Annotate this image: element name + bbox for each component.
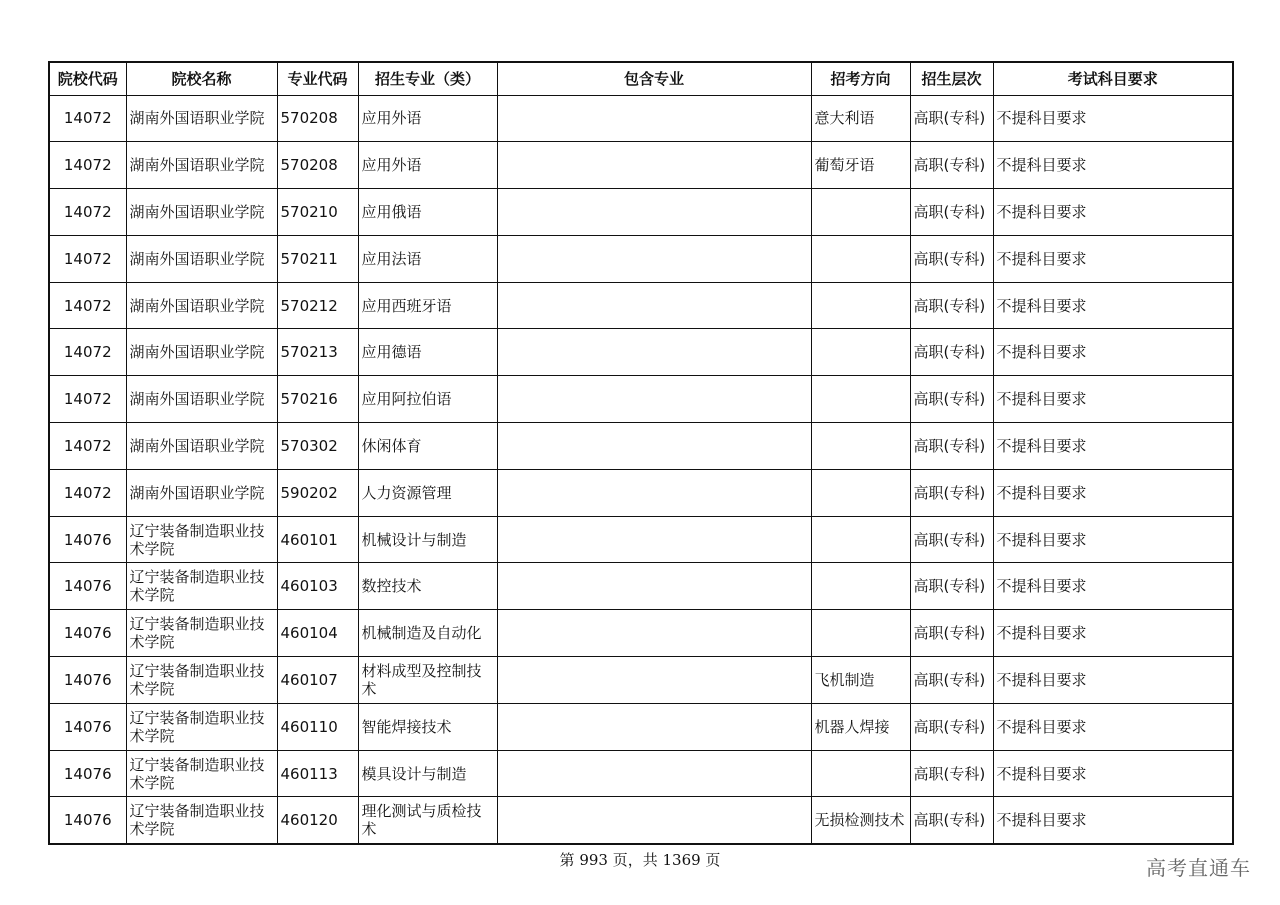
cell-level: 高职(专科) [910, 469, 993, 516]
cell-direction [811, 469, 910, 516]
cell-major: 数控技术 [358, 563, 497, 610]
cell-major: 智能焊接技术 [358, 703, 497, 750]
cell-school-code: 14072 [49, 423, 126, 470]
cell-school-name: 湖南外国语职业学院 [126, 142, 277, 189]
cell-direction [811, 423, 910, 470]
cell-includes [497, 610, 811, 657]
cell-subjects: 不提科目要求 [993, 516, 1233, 563]
cell-major: 应用俄语 [358, 189, 497, 236]
cell-school-name: 湖南外国语职业学院 [126, 469, 277, 516]
cell-includes [497, 469, 811, 516]
cell-direction: 机器人焊接 [811, 703, 910, 750]
cell-subjects: 不提科目要求 [993, 329, 1233, 376]
table-header-row [49, 62, 1233, 95]
cell-level: 高职(专科) [910, 329, 993, 376]
cell-school-name: 湖南外国语职业学院 [126, 376, 277, 423]
cell-subjects: 不提科目要求 [993, 235, 1233, 282]
cell-direction: 飞机制造 [811, 657, 910, 704]
cell-school-code: 14072 [49, 235, 126, 282]
cell-direction [811, 563, 910, 610]
cell-school-name: 辽宁装备制造职业技术学院 [126, 703, 277, 750]
cell-direction [811, 376, 910, 423]
cell-level: 高职(专科) [910, 423, 993, 470]
cell-direction: 无损检测技术 [811, 797, 910, 844]
cell-major: 人力资源管理 [358, 469, 497, 516]
cell-subjects: 不提科目要求 [993, 95, 1233, 142]
cell-school-code: 14072 [49, 329, 126, 376]
cell-school-code: 14076 [49, 516, 126, 563]
table-row [49, 797, 1233, 844]
cell-major: 应用外语 [358, 142, 497, 189]
cell-includes [497, 95, 811, 142]
cell-major-code: 460110 [277, 703, 358, 750]
cell-level: 高职(专科) [910, 657, 993, 704]
cell-includes [497, 142, 811, 189]
cell-includes [497, 329, 811, 376]
cell-school-name: 湖南外国语职业学院 [126, 95, 277, 142]
header-major-code: 专业代码 [277, 62, 358, 95]
cell-major-code: 570216 [277, 376, 358, 423]
cell-school-name: 辽宁装备制造职业技术学院 [126, 797, 277, 844]
cell-major: 理化测试与质检技术 [358, 797, 497, 844]
header-subjects: 考试科目要求 [993, 62, 1233, 95]
table-row [49, 282, 1233, 329]
watermark: 高考直通车 [1146, 856, 1251, 880]
cell-subjects: 不提科目要求 [993, 750, 1233, 797]
cell-major: 应用法语 [358, 235, 497, 282]
cell-direction [811, 235, 910, 282]
cell-subjects: 不提科目要求 [993, 376, 1233, 423]
table-row [49, 703, 1233, 750]
cell-school-code: 14076 [49, 563, 126, 610]
table-row [49, 657, 1233, 704]
cell-major: 休闲体育 [358, 423, 497, 470]
cell-school-code: 14072 [49, 95, 126, 142]
cell-level: 高职(专科) [910, 750, 993, 797]
cell-school-code: 14076 [49, 610, 126, 657]
cell-subjects: 不提科目要求 [993, 142, 1233, 189]
header-level: 招生层次 [910, 62, 993, 95]
cell-major: 模具设计与制造 [358, 750, 497, 797]
cell-includes [497, 657, 811, 704]
header-direction: 招考方向 [811, 62, 910, 95]
cell-school-name: 湖南外国语职业学院 [126, 235, 277, 282]
cell-subjects: 不提科目要求 [993, 610, 1233, 657]
cell-direction [811, 750, 910, 797]
cell-includes [497, 282, 811, 329]
table-row [49, 95, 1233, 142]
table-body [49, 95, 1233, 844]
cell-direction [811, 189, 910, 236]
cell-includes [497, 376, 811, 423]
table-row [49, 469, 1233, 516]
cell-school-name: 湖南外国语职业学院 [126, 282, 277, 329]
cell-major-code: 460101 [277, 516, 358, 563]
cell-school-name: 辽宁装备制造职业技术学院 [126, 610, 277, 657]
cell-subjects: 不提科目要求 [993, 657, 1233, 704]
cell-major-code: 570208 [277, 95, 358, 142]
cell-major-code: 460120 [277, 797, 358, 844]
table-row [49, 189, 1233, 236]
cell-major-code: 460113 [277, 750, 358, 797]
cell-major-code: 570211 [277, 235, 358, 282]
cell-school-code: 14072 [49, 469, 126, 516]
cell-school-name: 辽宁装备制造职业技术学院 [126, 516, 277, 563]
cell-school-name: 湖南外国语职业学院 [126, 189, 277, 236]
cell-includes [497, 797, 811, 844]
cell-major: 机械设计与制造 [358, 516, 497, 563]
cell-major-code: 570210 [277, 189, 358, 236]
cell-major-code: 460107 [277, 657, 358, 704]
table-row [49, 142, 1233, 189]
cell-includes [497, 750, 811, 797]
cell-level: 高职(专科) [910, 282, 993, 329]
cell-subjects: 不提科目要求 [993, 797, 1233, 844]
cell-subjects: 不提科目要求 [993, 423, 1233, 470]
header-school-code: 院校代码 [49, 62, 126, 95]
table-row [49, 376, 1233, 423]
cell-level: 高职(专科) [910, 563, 993, 610]
cell-school-code: 14076 [49, 750, 126, 797]
cell-subjects: 不提科目要求 [993, 563, 1233, 610]
cell-major-code: 570208 [277, 142, 358, 189]
cell-direction [811, 329, 910, 376]
cell-level: 高职(专科) [910, 610, 993, 657]
cell-includes [497, 563, 811, 610]
table-row [49, 235, 1233, 282]
cell-subjects: 不提科目要求 [993, 469, 1233, 516]
cell-major: 应用西班牙语 [358, 282, 497, 329]
cell-includes [497, 189, 811, 236]
cell-school-code: 14072 [49, 142, 126, 189]
header-school-name: 院校名称 [126, 62, 277, 95]
cell-includes [497, 235, 811, 282]
cell-includes [497, 703, 811, 750]
cell-direction [811, 282, 910, 329]
table-row [49, 750, 1233, 797]
cell-subjects: 不提科目要求 [993, 703, 1233, 750]
cell-major-code: 460103 [277, 563, 358, 610]
cell-school-name: 湖南外国语职业学院 [126, 329, 277, 376]
page-number: 第 993 页，共 1369 页 [559, 851, 721, 869]
cell-major-code: 570302 [277, 423, 358, 470]
table-row [49, 516, 1233, 563]
cell-includes [497, 516, 811, 563]
cell-level: 高职(专科) [910, 376, 993, 423]
cell-school-code: 14076 [49, 797, 126, 844]
cell-major: 应用德语 [358, 329, 497, 376]
cell-direction [811, 516, 910, 563]
cell-major-code: 460104 [277, 610, 358, 657]
cell-school-code: 14072 [49, 376, 126, 423]
header-includes: 包含专业 [497, 62, 811, 95]
cell-major-code: 570213 [277, 329, 358, 376]
cell-level: 高职(专科) [910, 189, 993, 236]
cell-school-code: 14072 [49, 189, 126, 236]
admissions-table [48, 61, 1234, 845]
cell-major-code: 570212 [277, 282, 358, 329]
cell-school-name: 辽宁装备制造职业技术学院 [126, 750, 277, 797]
table-row [49, 610, 1233, 657]
table-row [49, 563, 1233, 610]
cell-school-code: 14076 [49, 657, 126, 704]
cell-level: 高职(专科) [910, 142, 993, 189]
cell-major: 应用外语 [358, 95, 497, 142]
cell-level: 高职(专科) [910, 95, 993, 142]
cell-school-name: 湖南外国语职业学院 [126, 423, 277, 470]
cell-direction: 意大利语 [811, 95, 910, 142]
cell-level: 高职(专科) [910, 516, 993, 563]
cell-school-code: 14072 [49, 282, 126, 329]
cell-subjects: 不提科目要求 [993, 282, 1233, 329]
cell-direction: 葡萄牙语 [811, 142, 910, 189]
header-major: 招生专业（类） [358, 62, 497, 95]
cell-level: 高职(专科) [910, 703, 993, 750]
table-row [49, 423, 1233, 470]
cell-school-name: 辽宁装备制造职业技术学院 [126, 657, 277, 704]
cell-level: 高职(专科) [910, 235, 993, 282]
cell-school-code: 14076 [49, 703, 126, 750]
cell-major-code: 590202 [277, 469, 358, 516]
cell-level: 高职(专科) [910, 797, 993, 844]
cell-school-name: 辽宁装备制造职业技术学院 [126, 563, 277, 610]
cell-major: 机械制造及自动化 [358, 610, 497, 657]
cell-includes [497, 423, 811, 470]
cell-major: 应用阿拉伯语 [358, 376, 497, 423]
cell-direction [811, 610, 910, 657]
cell-subjects: 不提科目要求 [993, 189, 1233, 236]
table-row [49, 329, 1233, 376]
cell-major: 材料成型及控制技术 [358, 657, 497, 704]
